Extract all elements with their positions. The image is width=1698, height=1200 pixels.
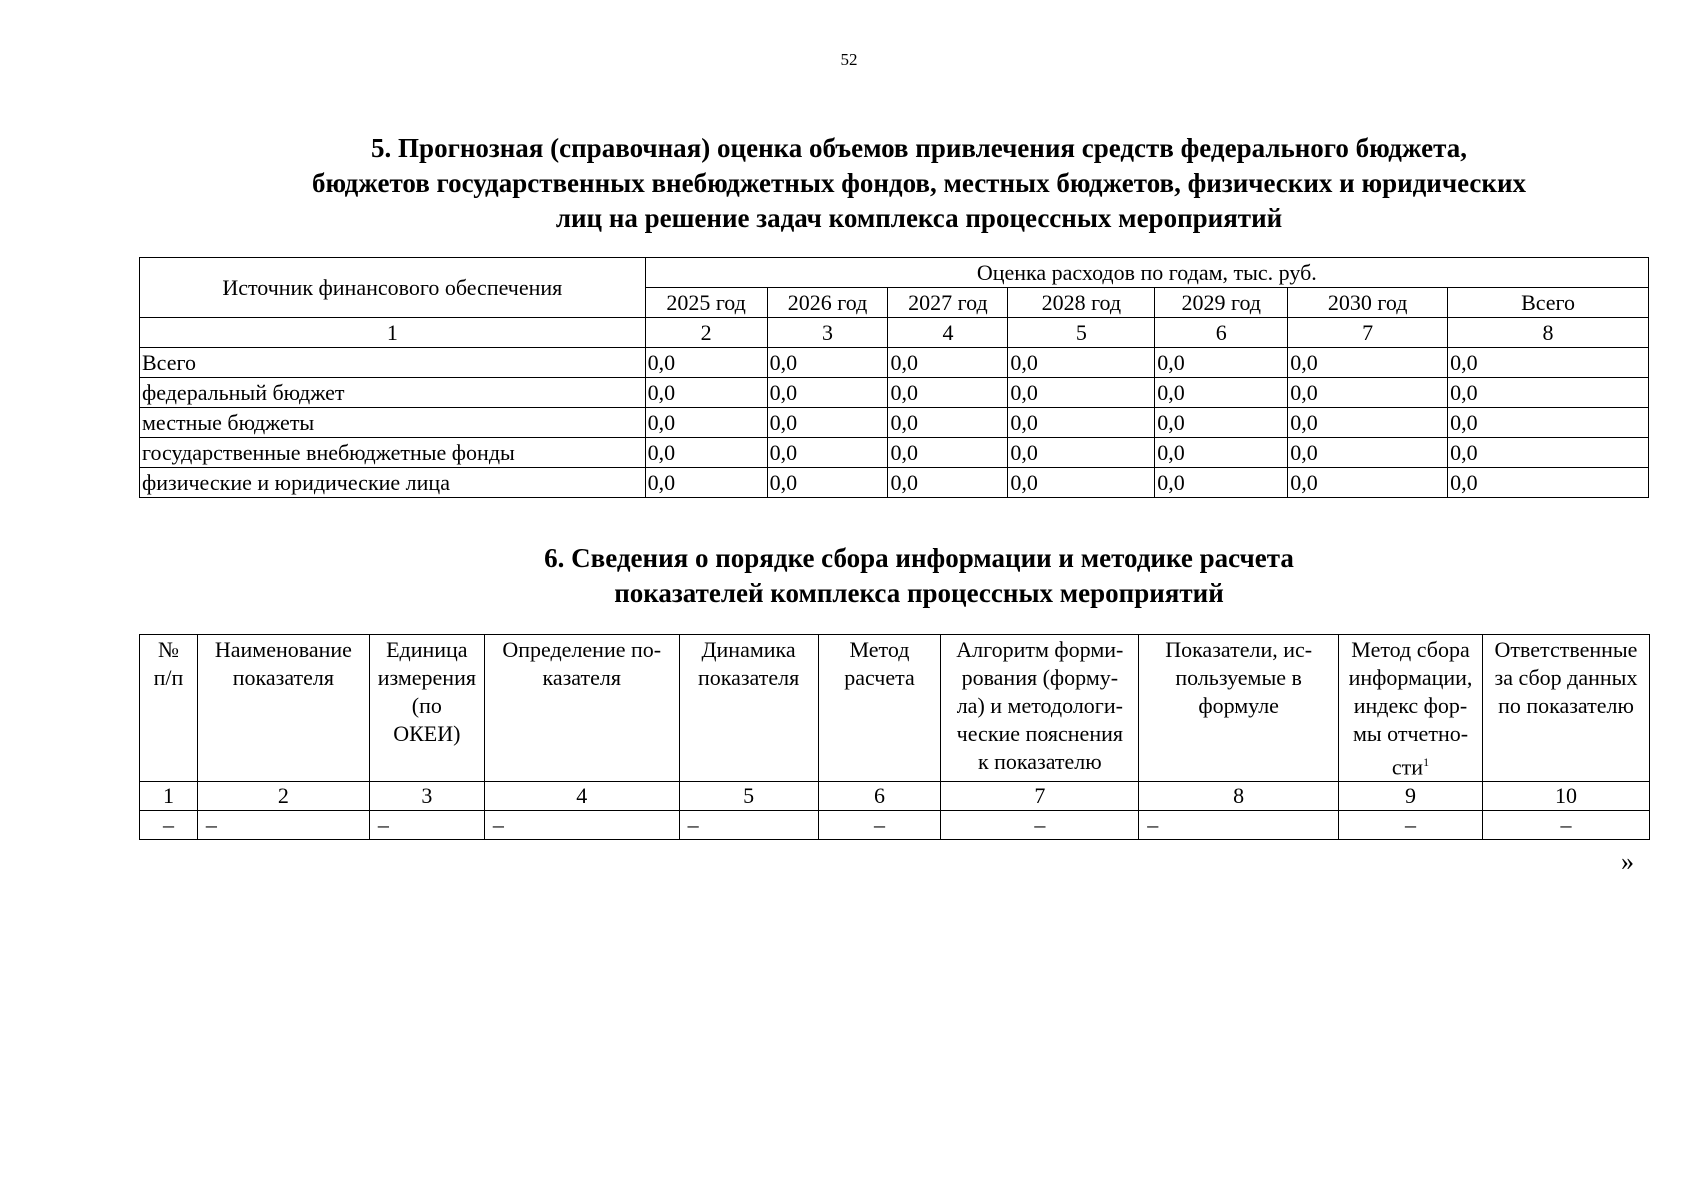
header-line: информации,: [1348, 665, 1473, 690]
row-label: Всего: [140, 348, 646, 378]
header-line: №: [157, 637, 179, 662]
header-line: формуле: [1198, 693, 1279, 718]
header-formula-indicators: [1139, 635, 1339, 782]
value-cell: 0,0: [1155, 438, 1288, 468]
column-number: 4: [484, 782, 679, 811]
value-cell: 0,0: [1008, 468, 1155, 498]
value-cell: 0,0: [1288, 468, 1448, 498]
column-number: 9: [1339, 782, 1483, 811]
dash-cell: –: [484, 811, 679, 840]
value-cell: 0,0: [767, 468, 888, 498]
row-label: государственные внебюджетные фонды: [140, 438, 646, 468]
funding-estimate-table: [139, 257, 1649, 498]
value-cell: 0,0: [1008, 378, 1155, 408]
dash-cell: –: [818, 811, 941, 840]
column-number: 2: [645, 318, 767, 348]
section-6-title-line: показателей комплекса процессных мероприятий: [614, 578, 1224, 608]
header-algorithm: [941, 635, 1139, 782]
section-6-title-line: 6. Сведения о порядке сбора информации и методике расчета: [544, 543, 1294, 573]
header-line: индекс фор-: [1353, 693, 1468, 718]
value-cell: 0,0: [645, 348, 767, 378]
header-line: Ответственные: [1494, 637, 1638, 662]
column-number: 1: [140, 782, 198, 811]
header-line: Показатели, ис-: [1165, 637, 1313, 662]
dash-cell: –: [197, 811, 369, 840]
column-number: 6: [1155, 318, 1288, 348]
column-number: 7: [1288, 318, 1448, 348]
column-number: 2: [197, 782, 369, 811]
header-source: Источник финансового обеспечения: [140, 258, 646, 318]
dash-cell: –: [1482, 811, 1649, 840]
header-line: Определение по-: [502, 637, 662, 662]
column-number: 6: [818, 782, 941, 811]
section-6-title: [70, 541, 1698, 611]
dash-cell: –: [679, 811, 818, 840]
value-cell: 0,0: [1008, 408, 1155, 438]
header-line: [1341, 748, 1480, 781]
header-year: 2030 год: [1288, 288, 1448, 318]
value-cell: 0,0: [888, 438, 1008, 468]
header-year: 2029 год: [1155, 288, 1288, 318]
value-cell: 0,0: [1288, 408, 1448, 438]
value-cell: 0,0: [767, 438, 888, 468]
closing-quote-mark: »: [1621, 847, 1634, 876]
value-cell: 0,0: [1155, 468, 1288, 498]
header-line: казателя: [542, 665, 621, 690]
table-row: [140, 468, 1649, 498]
value-cell: 0,0: [645, 468, 767, 498]
value-cell: 0,0: [1448, 408, 1649, 438]
header-line: Метод: [849, 637, 910, 662]
table-row: [140, 408, 1649, 438]
value-cell: 0,0: [1448, 468, 1649, 498]
header-year: 2025 год: [645, 288, 767, 318]
row-label: местные бюджеты: [140, 408, 646, 438]
header-number: [140, 635, 198, 782]
table-row: [140, 811, 1650, 840]
column-number: 4: [888, 318, 1008, 348]
header-line: п/п: [153, 665, 184, 690]
table-row: [140, 348, 1649, 378]
dash-cell: –: [1139, 811, 1339, 840]
page-number: 52: [840, 50, 858, 69]
header-estimate: Оценка расходов по годам, тыс. руб.: [645, 258, 1648, 288]
header-line: Алгоритм форми-: [956, 637, 1124, 662]
value-cell: 0,0: [1155, 378, 1288, 408]
header-line: расчета: [844, 665, 915, 690]
value-cell: 0,0: [645, 408, 767, 438]
header-total: Всего: [1448, 288, 1649, 318]
header-line: (по: [411, 693, 442, 718]
header-year: 2026 год: [767, 288, 888, 318]
header-year: 2028 год: [1008, 288, 1155, 318]
header-line: показателя: [697, 665, 800, 690]
header-line: ла) и методологи-: [956, 693, 1123, 718]
header-line: Метод сбора: [1351, 637, 1470, 662]
header-line: Единица: [386, 637, 468, 662]
header-line: за сбор данных: [1494, 665, 1638, 690]
column-number: 8: [1448, 318, 1649, 348]
header-line: к показателю: [977, 749, 1102, 774]
section-5-title-line: 5. Прогнозная (справочная) оценка объемов привлечения средств федерального бюджета,: [371, 133, 1467, 163]
value-cell: 0,0: [1288, 438, 1448, 468]
dash-cell: –: [941, 811, 1139, 840]
header-line: пользуемые в: [1175, 665, 1302, 690]
header-line-text: сти: [1391, 754, 1424, 780]
section-5-title-line: бюджетов государственных внебюджетных фондов, местных бюджетов, физических и юридических: [312, 168, 1526, 198]
column-number: 5: [1008, 318, 1155, 348]
value-cell: 0,0: [1448, 378, 1649, 408]
value-cell: 0,0: [767, 348, 888, 378]
header-line: мы отчетно-: [1352, 721, 1469, 746]
column-number: 10: [1482, 782, 1649, 811]
header-line: показателя: [232, 665, 335, 690]
header-year: 2027 год: [888, 288, 1008, 318]
value-cell: 0,0: [1448, 438, 1649, 468]
value-cell: 0,0: [1008, 348, 1155, 378]
value-cell: 0,0: [767, 408, 888, 438]
column-number: 3: [369, 782, 484, 811]
value-cell: 0,0: [888, 348, 1008, 378]
value-cell: 0,0: [645, 378, 767, 408]
header-line: ческие пояснения: [956, 721, 1123, 746]
row-label: физические и юридические лица: [140, 468, 646, 498]
dash-cell: –: [140, 811, 198, 840]
header-collection-method: [1339, 635, 1483, 782]
column-number: 7: [941, 782, 1139, 811]
value-cell: 0,0: [1288, 378, 1448, 408]
dash-cell: –: [369, 811, 484, 840]
dash-cell: –: [1339, 811, 1483, 840]
value-cell: 0,0: [888, 408, 1008, 438]
value-cell: 0,0: [1155, 348, 1288, 378]
value-cell: 0,0: [1288, 348, 1448, 378]
header-line: ОКЕИ): [393, 721, 461, 746]
header-dynamics: [679, 635, 818, 782]
section-5-title: [70, 131, 1698, 236]
value-cell: 0,0: [1155, 408, 1288, 438]
table-row: [140, 378, 1649, 408]
value-cell: 0,0: [888, 378, 1008, 408]
value-cell: 0,0: [1008, 438, 1155, 468]
value-cell: 0,0: [767, 378, 888, 408]
header-line: измерения: [377, 665, 476, 690]
header-indicator-name: [197, 635, 369, 782]
row-label: федеральный бюджет: [140, 378, 646, 408]
section-5-title-line: лиц на решение задач комплекса процессных мероприятий: [555, 203, 1283, 233]
header-method: [818, 635, 941, 782]
header-line: рования (форму-: [961, 665, 1119, 690]
footnote-mark: 1: [1423, 755, 1430, 769]
column-number: 8: [1139, 782, 1339, 811]
value-cell: 0,0: [888, 468, 1008, 498]
header-line: Наименование: [214, 637, 352, 662]
value-cell: 0,0: [645, 438, 767, 468]
indicator-methodology-table: [139, 634, 1650, 840]
column-number: 1: [140, 318, 646, 348]
header-line: по показателю: [1498, 693, 1634, 718]
header-line: Динамика: [701, 637, 796, 662]
column-number: 3: [767, 318, 888, 348]
column-number: 5: [679, 782, 818, 811]
header-responsible: [1482, 635, 1649, 782]
value-cell: 0,0: [1448, 348, 1649, 378]
table-row: [140, 438, 1649, 468]
header-unit: [369, 635, 484, 782]
header-definition: [484, 635, 679, 782]
